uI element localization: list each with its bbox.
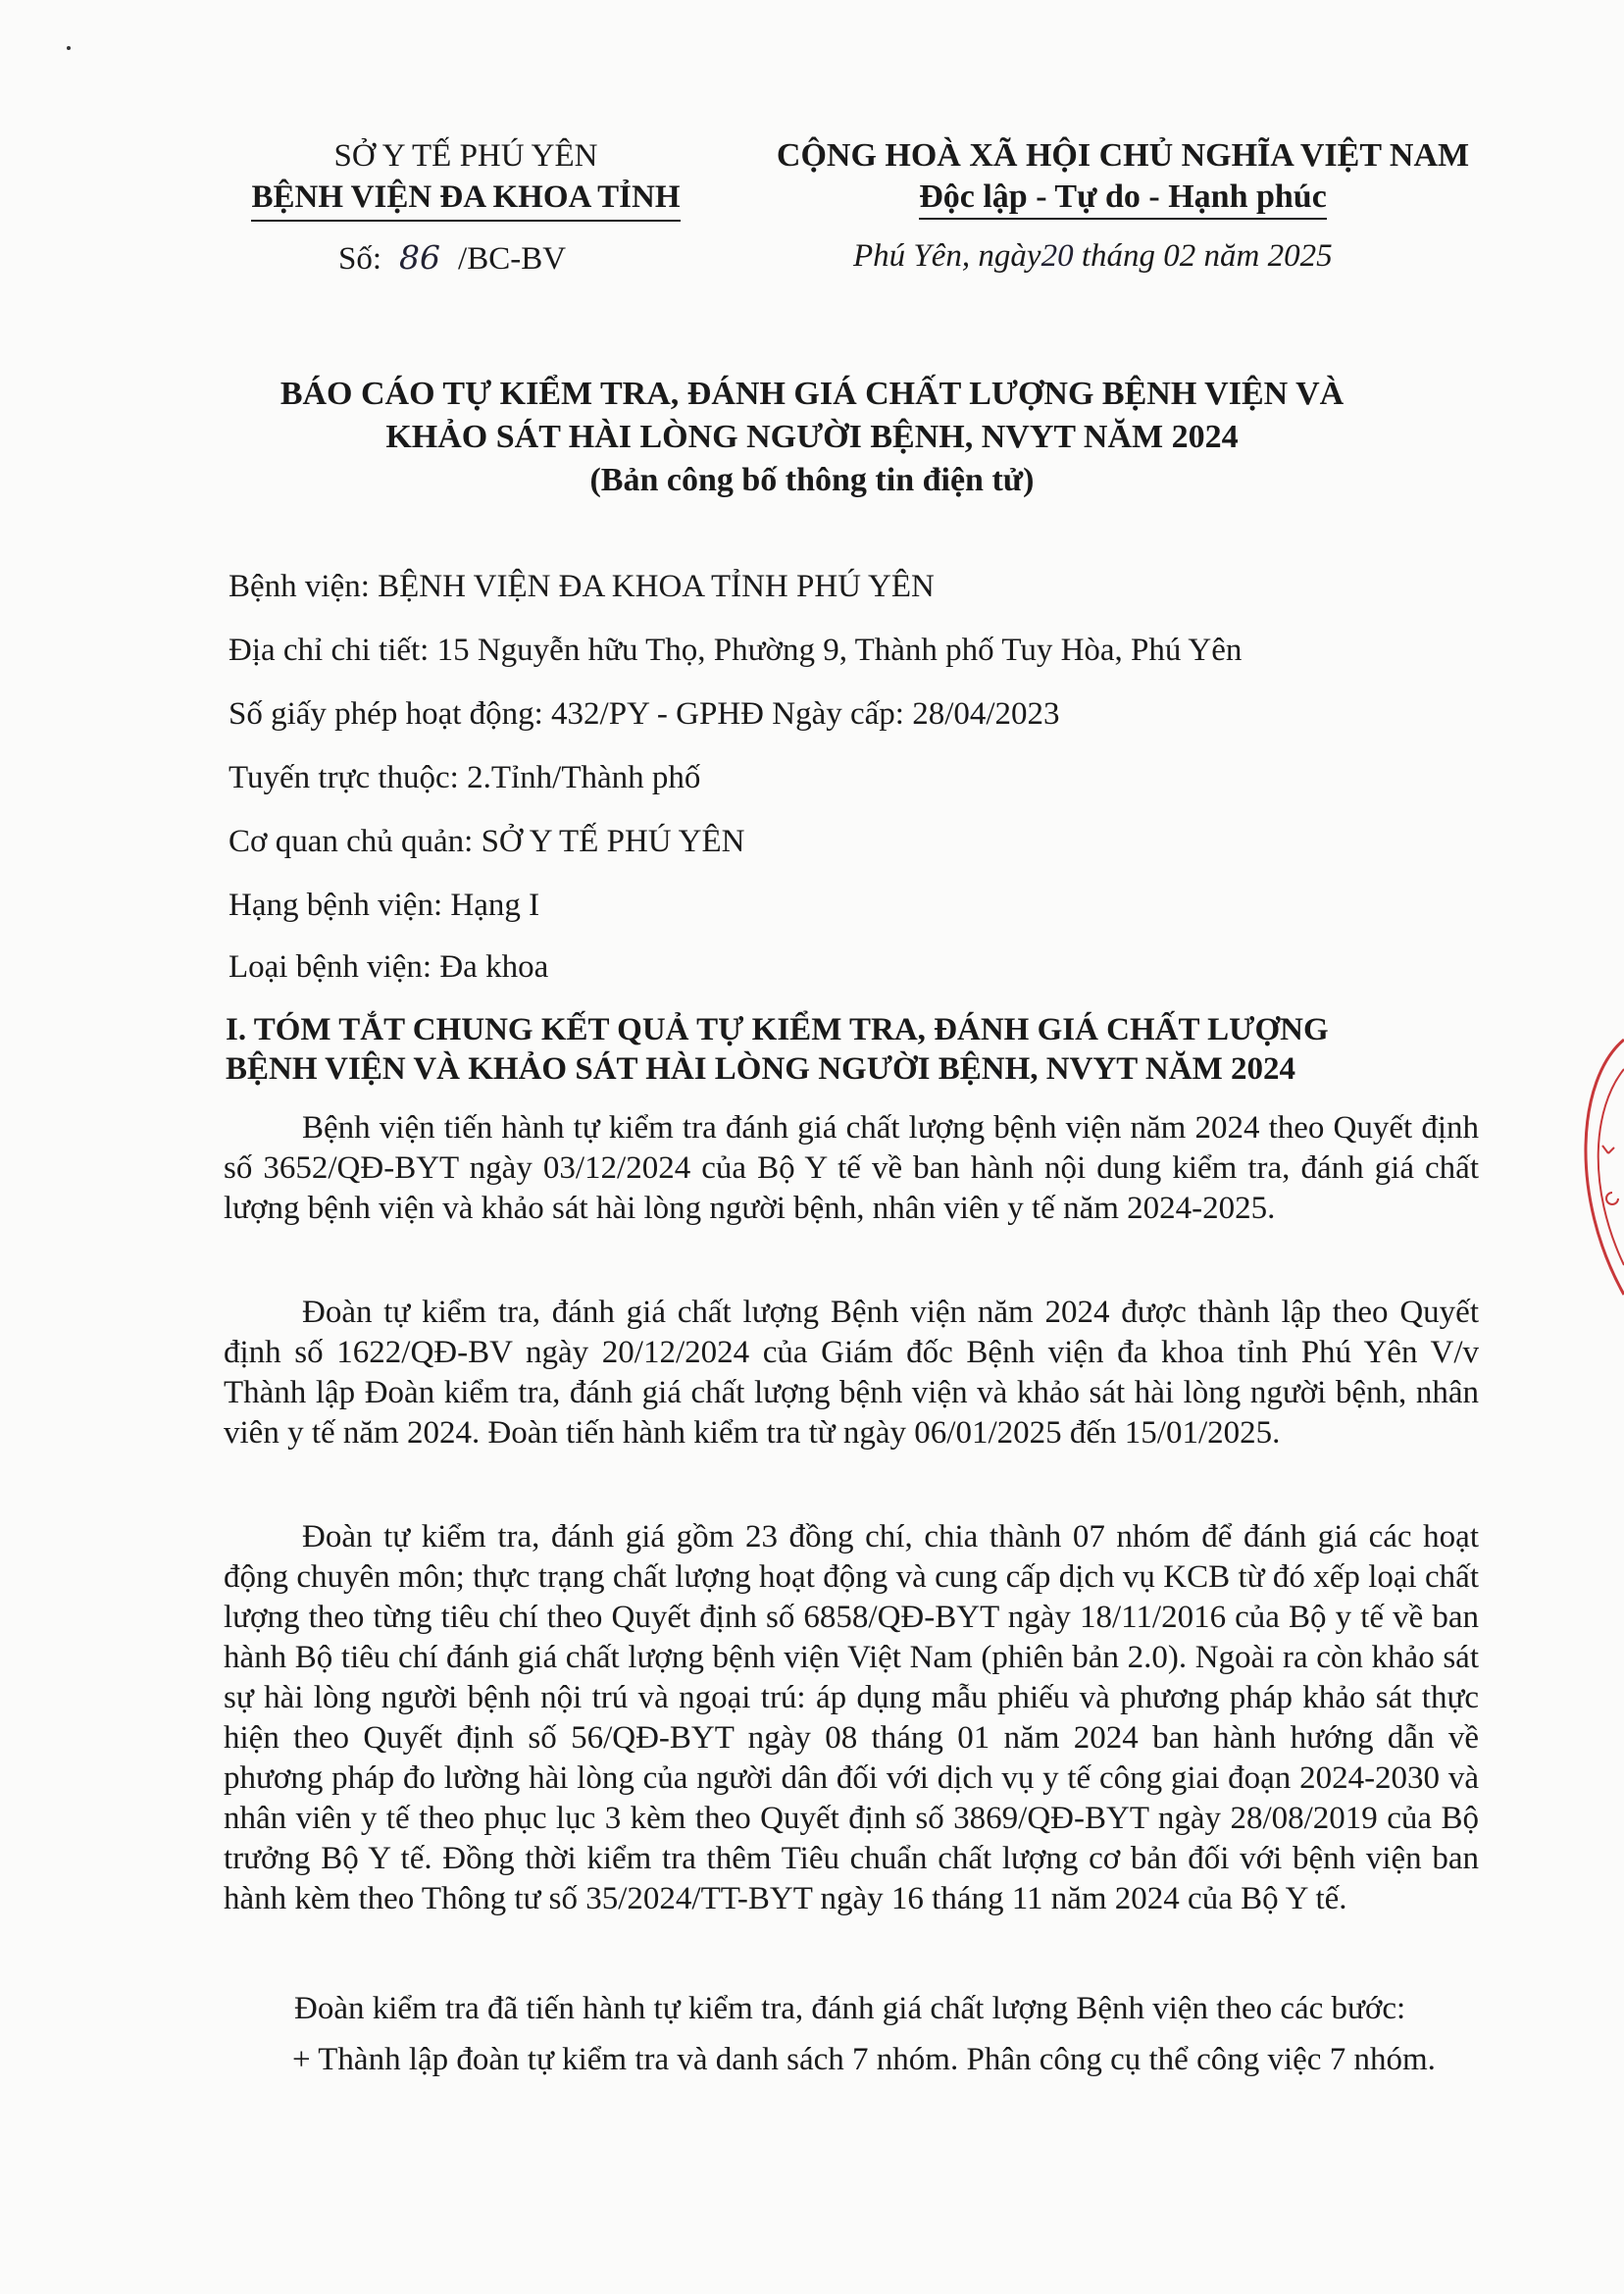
national-header	[745, 135, 1500, 220]
info-type: Loại bệnh viện: Đa khoa	[228, 949, 549, 985]
info-rank: Hạng bệnh viện: Hạng I	[228, 888, 540, 923]
national-motto: Độc lập - Tự do - Hạnh phúc	[919, 177, 1327, 220]
step-item-1: + Thành lập đoàn tự kiểm tra và danh sách 7 nhóm. Phân công cụ thể công việc 7 nhóm.	[292, 2042, 1436, 2077]
agency-name: BỆNH VIỆN ĐA KHOA TỈNH	[251, 177, 680, 222]
red-seal-fragment	[1569, 1020, 1624, 1314]
section-heading-1: I. TÓM TẮT CHUNG KẾT QUẢ TỰ KIỂM TRA, ĐÁNH GIÁ CHẤT LƯỢNG BỆNH VIỆN VÀ KHẢO SÁT HÀI LÒNG NGƯỜI BỆNH, NVYT NĂM 2024	[226, 1012, 1329, 1087]
paragraph-1: Bệnh viện tiến hành tự kiểm tra đánh giá chất lượng bệnh viện năm 2024 theo Quyết định số 3652/QĐ-BYT ngày 03/12/2024 của Bộ Y tế về ban hành nội dung kiểm tra, đánh giá chất lượng bệnh viện và khảo sát hài lòng người bệnh, nhân viên y tế năm 2024-2025.	[224, 1110, 1479, 1226]
handwritten-day: 20	[1040, 238, 1074, 274]
agency-parent: SỞ Y TẾ PHÚ YÊN	[333, 138, 598, 174]
report-title: BÁO CÁO TỰ KIỂM TRA, ĐÁNH GIÁ CHẤT LƯỢNG BỆNH VIỆN VÀ KHẢO SÁT HÀI LÒNG NGƯỜI BỆNH, NVYT NĂM 2024 (Bản công bố thông tin điện tử)	[147, 373, 1477, 502]
country-name: CỘNG HOÀ XÃ HỘI CHỦ NGHĨA VIỆT NAM	[776, 137, 1470, 174]
info-level: Tuyến trực thuộc: 2.Tỉnh/Thành phố	[228, 760, 701, 795]
document-number: Số: 86 /BC-BV	[338, 238, 567, 277]
issuing-agency	[221, 135, 711, 222]
document-date: Phú Yên, ngày20 tháng 02 năm 2025	[853, 238, 1333, 274]
info-license: Số giấy phép hoạt động: 432/PY - GPHĐ Ngày cấp: 28/04/2023	[228, 696, 1060, 732]
steps-intro: Đoàn kiểm tra đã tiến hành tự kiểm tra, đánh giá chất lượng Bệnh viện theo các bước:	[294, 1991, 1406, 2026]
handwritten-number: 86	[399, 238, 441, 277]
paragraph-3: Đoàn tự kiểm tra, đánh giá gồm 23 đồng chí, chia thành 07 nhóm để đánh giá các hoạt động chuyên môn; thực trạng chất lượng hoạt động và cung cấp dịch vụ KCB từ đó xếp loại chất lượng theo từng tiêu chí theo Quyết định số 6858/QĐ-BYT ngày 18/11/2016 của Bộ y tế về ban hành Bộ tiêu chí đánh giá chất lượng bệnh viện Việt Nam (phiên bản 2.0). Ngoài ra còn khảo sát sự hài lòng người bệnh nội trú và ngoại trú: áp dụng mẫu phiếu và phương pháp khảo sát thực hiện theo Quyết định số 56/QĐ-BYT ngày 08 tháng 01 năm 2024 ban hành hướng dẫn về phương pháp đo lường hài lòng của người dân đối với dịch vụ y tế công giai đoạn 2024-2030 và nhân viên y tế theo phục lục 3 kèm theo Quyết định số 3869/QĐ-BYT ngày 28/08/2019 của Bộ trưởng Bộ Y tế. Đồng thời kiểm tra thêm Tiêu chuẩn chất lượng cơ bản đối với bệnh viện ban hành kèm theo Thông tư số 35/2024/TT-BYT ngày 16 tháng 11 năm 2024 của Bộ Y tế.	[224, 1519, 1479, 1916]
info-address: Địa chỉ chi tiết: 15 Nguyễn hữu Thọ, Phường 9, Thành phố Tuy Hòa, Phú Yên	[228, 633, 1243, 668]
info-governing-body: Cơ quan chủ quản: SỞ Y TẾ PHÚ YÊN	[228, 824, 745, 859]
scan-speck	[67, 46, 71, 50]
report-subtitle: (Bản công bố thông tin điện tử)	[589, 462, 1035, 498]
info-hospital: Bệnh viện: BỆNH VIỆN ĐA KHOA TỈNH PHÚ YÊN	[228, 569, 935, 604]
paragraph-2: Đoàn tự kiểm tra, đánh giá chất lượng Bệnh viện năm 2024 được thành lập theo Quyết định số 1622/QĐ-BV ngày 20/12/2024 của Giám đốc Bệnh viện đa khoa tỉnh Phú Yên V/v Thành lập Đoàn kiểm tra, đánh giá chất lượng bệnh viện và khảo sát hài lòng người bệnh, nhân viên y tế năm 2024. Đoàn tiến hành kiểm tra từ ngày 06/01/2025 đến 15/01/2025.	[224, 1295, 1479, 1451]
